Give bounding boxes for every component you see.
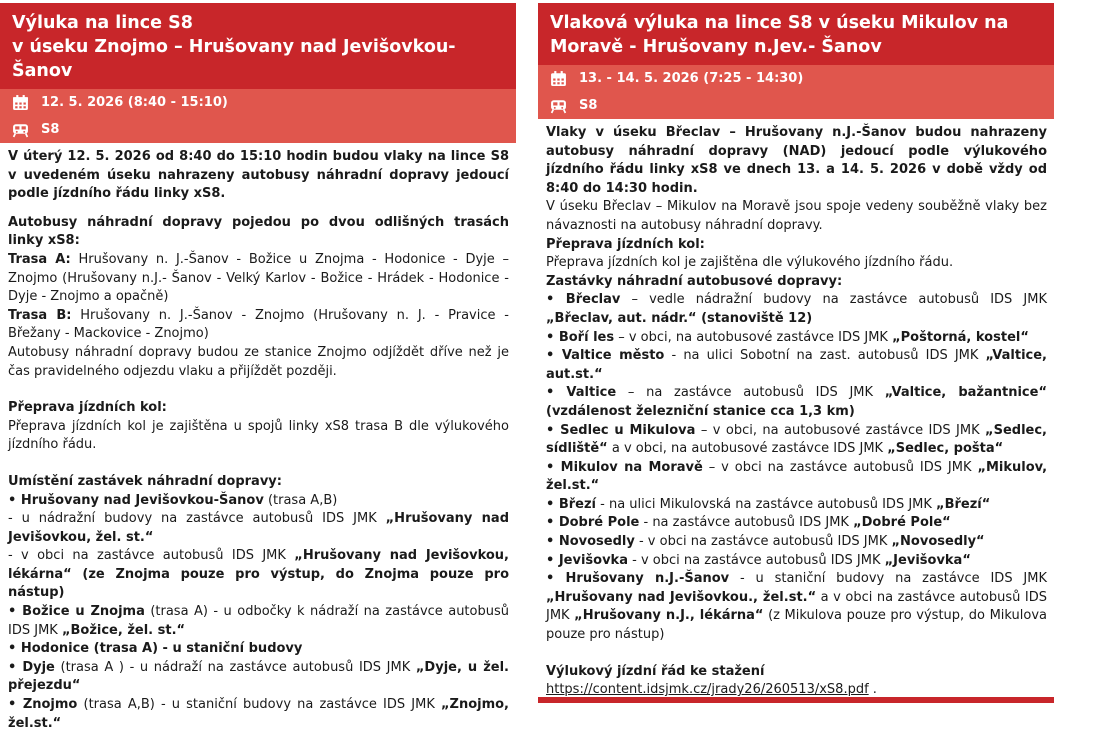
stop-label: „Hrušovany nad Jevišovkou, lékárna“ (ze Znojma pouze pro výstup, do Znojma pouze pro nástup) bbox=[8, 548, 509, 601]
date-text: 12. 5. 2026 (8:40 - 15:10) bbox=[41, 95, 228, 110]
stop-label: „Jevišovka“ bbox=[884, 552, 971, 568]
stop-label: „Hrušovany nad Jevišovkou., žel.st.“ bbox=[546, 589, 817, 605]
stop-label: „Poštorná, kostel“ bbox=[892, 329, 1029, 345]
stop-route: (trasa A,B) bbox=[263, 492, 338, 508]
card-bottom-bar bbox=[538, 697, 1054, 703]
title-line-1: Výluka na lince S8 bbox=[12, 13, 193, 33]
stop-text: – v obci, na autobusové zastávce IDS JMK bbox=[614, 329, 893, 345]
card-body bbox=[0, 143, 516, 733]
stop-text: - u nádražní budovy na zastávce autobusů IDS JMK bbox=[8, 511, 386, 527]
stops-heading: Umístění zastávek náhradní dopravy: bbox=[8, 473, 282, 489]
download-link[interactable]: https://content.idsjmk.cz/jrady26/260513/xS8.pdf bbox=[546, 682, 869, 698]
stop-text: (z Mikulova pouze pro výstup, do Mikulova pouze pro nástup) bbox=[546, 608, 1047, 643]
stop-name: • Božice u Znojma bbox=[8, 604, 145, 620]
list-item bbox=[8, 696, 509, 733]
stop-name: • Jevišovka bbox=[546, 552, 628, 568]
route-a bbox=[8, 251, 509, 307]
stop-text: - u staniční budovy na zastávce IDS JMK bbox=[729, 571, 1047, 587]
train-icon bbox=[12, 121, 29, 138]
route-a-label: Trasa A: bbox=[8, 251, 71, 267]
intro-text: V úterý 12. 5. 2026 od 8:40 do 15:10 hodin budou vlaky na lince S8 v uvedeném úseku nahrazeny autobusy náhradní dopravy jedoucí podle jízdního řádu linky xS8. bbox=[8, 149, 509, 202]
bikes-heading: Přeprava jízdních kol: bbox=[546, 236, 705, 252]
list-item bbox=[546, 552, 1047, 571]
list-item: • Hodonice (trasa A) - u staniční budovy bbox=[8, 641, 303, 657]
parallel-note: V úseku Břeclav – Mikulov na Moravě jsou spoje vedeny souběžně vlaky bez návaznosti na autobusy náhradní dopravy. bbox=[546, 199, 1047, 233]
list-item bbox=[546, 496, 1047, 515]
stop-name: • Mikulov na Moravě bbox=[546, 459, 703, 475]
list-item bbox=[546, 422, 1047, 459]
stop-name: • Dyje bbox=[8, 659, 55, 675]
stop-name: • Novosedly bbox=[546, 534, 635, 550]
stop-label: „Březí“ bbox=[936, 496, 991, 512]
list-item bbox=[546, 459, 1047, 496]
stops-heading: Zastávky náhradní autobusové dopravy: bbox=[546, 273, 843, 289]
date-row bbox=[0, 89, 516, 116]
stop-label: „Mikulov, žel.st.“ bbox=[546, 459, 1048, 494]
stop-text: - na zastávce autobusů IDS JMK bbox=[639, 515, 854, 531]
stop-label: „Sedlec, sídliště“ bbox=[546, 422, 1047, 457]
stop-label: „Sedlec, pošta“ bbox=[887, 441, 1004, 457]
stop-text: a v obci na zastávce autobusů IDS JMK bbox=[546, 589, 1047, 624]
departure-note: Autobusy náhradní dopravy budou ze stanice Znojmo odjíždět dříve než je čas pravidelného odjezdu vlaku a přijíždět později. bbox=[8, 344, 509, 379]
title-line-2: Moravě - Hrušovany n.Jev.- Šanov bbox=[550, 37, 882, 57]
stop-name: • Březí bbox=[546, 496, 596, 512]
stops-list bbox=[546, 291, 1047, 570]
stop-text: - v obci na zastávce autobusů IDS JMK bbox=[627, 552, 885, 568]
notice-card-left bbox=[0, 3, 516, 733]
stop-name: • Boří les bbox=[546, 329, 615, 345]
stop-label: „Dyje, u žel. přejezdu“ bbox=[8, 659, 509, 694]
notice-card-right bbox=[538, 3, 1054, 700]
list-item bbox=[8, 659, 509, 696]
card-body bbox=[538, 119, 1054, 700]
stop-text: (trasa A ) - u nádraží na zastávce autobusů IDS JMK bbox=[54, 659, 416, 675]
stop-label: „Hrušovany nad Jevišovkou, žel. st.“ bbox=[8, 511, 509, 545]
calendar-icon bbox=[12, 94, 29, 111]
card-meta bbox=[0, 89, 516, 143]
bikes-heading: Přeprava jízdních kol: bbox=[8, 400, 167, 416]
stop-name: • Hrušovany n.J.-Šanov bbox=[546, 571, 730, 587]
list-item bbox=[8, 492, 509, 511]
stop-label: „Valtice, aut.st.“ bbox=[546, 348, 1047, 382]
stop-text: - v obci na zastávce autobusů IDS JMK bbox=[634, 534, 892, 550]
list-item bbox=[546, 329, 1047, 348]
download-tail: . bbox=[868, 682, 877, 698]
line-row bbox=[538, 92, 1054, 119]
intro-text: Vlaky v úseku Břeclav – Hrušovany n.J.-Šanov budou nahrazeny autobusy náhradní dopravy (NAD) jedoucí podle výlukového jízdního řádu linky xS8 ve dnech 13. a 14. 5. 2026 v době vždy od 8:40 do 14:30 hodin. bbox=[546, 125, 1047, 196]
stop-name: • Valtice bbox=[546, 385, 617, 401]
route-b-label: Trasa B: bbox=[8, 307, 72, 323]
routes-heading: Autobusy náhradní dopravy pojedou po dvou odlišných trasách linky xS8: bbox=[8, 214, 509, 249]
stop-label: „Břeclav, aut. nádr.“ (stanoviště 12) bbox=[546, 310, 813, 326]
stop-text: a v obci, na autobusové zastávce IDS JMK bbox=[607, 441, 888, 457]
stop-name: • Sedlec u Mikulova bbox=[546, 422, 696, 438]
stop-label: „Božice, žel. st.“ bbox=[61, 622, 186, 638]
stop-text: (trasa A) - u odbočky k nádraží na zastávce autobusů IDS JMK bbox=[8, 604, 509, 638]
route-b-text: Hrušovany n. J.-Šanov - Znojmo (Hrušovany n. J. - Pravice - Břežany - Mackovice - Znojmo) bbox=[8, 307, 509, 342]
list-item bbox=[8, 510, 509, 547]
stop-label: „Hrušovany n.J., lékárna“ bbox=[574, 608, 764, 624]
stop-label: „Valtice, bažantnice“ (vzdálenost železniční stanice cca 1,3 km) bbox=[546, 385, 1047, 419]
line-row bbox=[0, 116, 516, 143]
stop-name: • Břeclav bbox=[546, 292, 621, 308]
route-a-text: Hrušovany n. J.-Šanov - Božice u Znojma - Hodonice - Dyje – Znojmo (Hrušovany n.J.- Šanov - Velký Karlov - Božice - Hrádek - Hodonice - Dyje - Znojmo a opačně) bbox=[8, 251, 509, 305]
stop-text: – vedle nádražní budovy na zastávce autobusů IDS JMK bbox=[620, 292, 1047, 308]
train-icon bbox=[550, 97, 567, 114]
download-heading: Výlukový jízdní řád ke stažení bbox=[546, 663, 765, 679]
bikes-text: Přeprava jízdních kol je zajištěna dle výlukového jízdního řádu. bbox=[546, 255, 954, 271]
date-text: 13. - 14. 5. 2026 (7:25 - 14:30) bbox=[579, 71, 804, 86]
stop-text: – v obci, na autobusové zastávce IDS JMK bbox=[695, 422, 986, 438]
stop-name: • Dobré Pole bbox=[546, 515, 640, 531]
title-line-1: Vlaková výluka na lince S8 v úseku Mikulov na bbox=[550, 13, 1009, 33]
line-text: S8 bbox=[41, 122, 60, 137]
date-row bbox=[538, 65, 1054, 92]
stop-name: • Znojmo bbox=[8, 697, 78, 713]
line-text: S8 bbox=[579, 98, 598, 113]
stop-text: – v obci na zastávce autobusů IDS JMK bbox=[702, 459, 978, 475]
stop-text: - na ulici Mikulovská na zastávce autobusů IDS JMK bbox=[596, 496, 937, 512]
stop-text: – na zastávce autobusů IDS JMK bbox=[616, 385, 885, 401]
card-title bbox=[538, 3, 1054, 65]
stop-name: • Hrušovany nad Jevišovkou-Šanov bbox=[8, 492, 264, 508]
bikes-text: Přeprava jízdních kol je zajištěna u spojů linky xS8 trasa B dle výlukového jízdního řádu. bbox=[8, 418, 509, 453]
stop-label: „Dobré Pole“ bbox=[853, 515, 951, 531]
card-title bbox=[0, 3, 516, 89]
list-item bbox=[8, 547, 509, 603]
stop-text: - na ulici Sobotní na zast. autobusů IDS JMK bbox=[664, 348, 986, 364]
list-item bbox=[546, 514, 1047, 533]
stop-label: „Znojmo, žel.st.“ bbox=[8, 697, 509, 731]
calendar-icon bbox=[550, 70, 567, 87]
stop-text: - v obci na zastávce autobusů IDS JMK bbox=[8, 548, 295, 564]
route-b bbox=[8, 307, 509, 344]
list-item bbox=[546, 347, 1047, 384]
list-item bbox=[8, 603, 509, 640]
card-meta bbox=[538, 65, 1054, 119]
stop-label: „Novosedly“ bbox=[891, 534, 985, 550]
list-item bbox=[546, 291, 1047, 328]
title-line-2: v úseku Znojmo – Hrušovany nad Jevišovkou-Šanov bbox=[12, 37, 456, 81]
list-item bbox=[546, 570, 1047, 644]
stop-text: (trasa A,B) - u staniční budovy na zastávce IDS JMK bbox=[77, 697, 441, 713]
list-item bbox=[546, 384, 1047, 421]
stop-name: • Valtice město bbox=[546, 348, 665, 364]
list-item bbox=[546, 533, 1047, 552]
